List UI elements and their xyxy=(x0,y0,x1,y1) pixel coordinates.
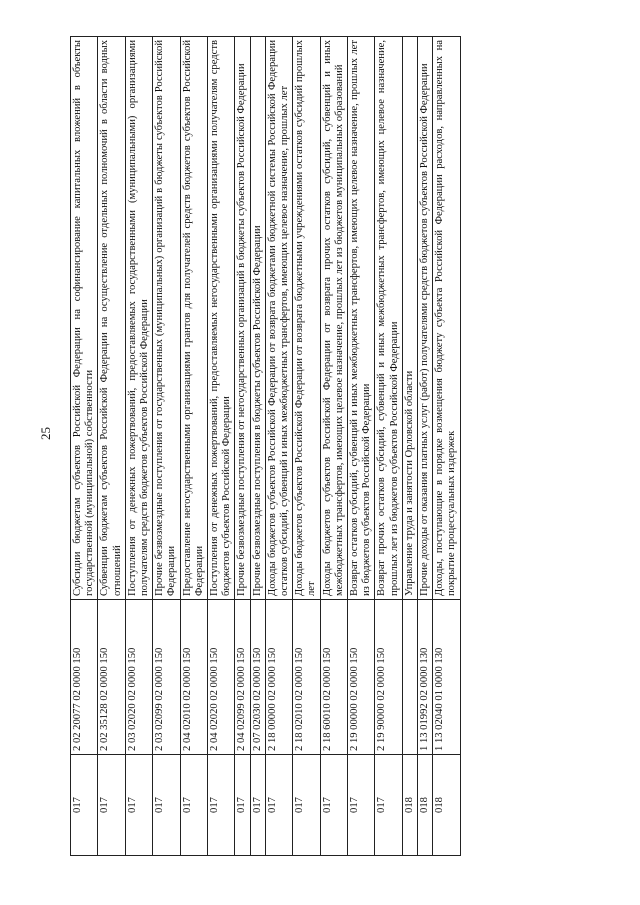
revenue-name-cell: Поступления от денежных пожертвований, предоставляемых государственными (муниципальными) организациями получателям средств бюджетов субъектов Российской Федерации xyxy=(125,37,152,600)
table-row xyxy=(418,37,433,856)
admin-code-cell: 017 xyxy=(320,755,347,856)
table-row xyxy=(375,37,402,856)
revenue-name-cell: Прочие безвозмездные поступления от негосударственных организаций в бюджеты субъектов Российской Федерации xyxy=(235,37,250,600)
revenue-name-cell: Доходы бюджетов субъектов Российской Федерации от возврата прочих остатков субсидий, субвенций и иных межбюджетных трансфертов, имеющих целевое назначение, прошлых лет из бюджетов муниципальных образований xyxy=(320,37,347,600)
revenue-code-cell: 2 04 02020 02 0000 150 xyxy=(208,600,235,755)
revenue-code-cell: 2 03 02099 02 0000 150 xyxy=(153,600,180,755)
revenue-name-cell: Прочие безвозмездные поступления в бюджеты субъектов Российской Федерации xyxy=(250,37,265,600)
revenue-code-cell: 2 04 02010 02 0000 150 xyxy=(180,600,207,755)
admin-code-cell: 018 xyxy=(433,755,460,856)
table-row xyxy=(250,37,265,856)
table-row xyxy=(348,37,375,856)
admin-code-cell: 017 xyxy=(250,755,265,856)
admin-code-cell: 017 xyxy=(180,755,207,856)
revenue-code-cell: 1 13 02040 01 0000 130 xyxy=(433,600,460,755)
revenue-code-cell: 2 18 02010 02 0000 150 xyxy=(293,600,320,755)
revenue-code-cell: 1 13 01992 02 0000 130 xyxy=(418,600,433,755)
revenue-code-cell: 2 02 20077 02 0000 150 xyxy=(71,600,98,755)
table-row xyxy=(402,37,417,856)
revenue-name-cell: Управление труда и занятости Орловской области xyxy=(402,37,417,600)
table-row xyxy=(71,37,98,856)
revenue-name-cell: Прочие безвозмездные поступления от государственных (муниципальных) организаций в бюджеты субъектов Российской Федерации xyxy=(153,37,180,600)
table-row xyxy=(125,37,152,856)
revenue-name-cell: Субсидии бюджетам субъектов Российской Федерации на софинансирование капитальных вложений в объекты государственной (муниципальной) собственности xyxy=(71,37,98,600)
revenue-name-cell: Предоставление негосударственными организациями грантов для получателей средств бюджетов субъектов Российской Федерации xyxy=(180,37,207,600)
admin-code-cell: 017 xyxy=(98,755,125,856)
revenue-code-cell: 2 18 00000 02 0000 150 xyxy=(265,600,292,755)
revenue-code-cell: 2 03 02020 02 0000 150 xyxy=(125,600,152,755)
revenue-name-cell: Прочие доходы от оказания платных услуг (работ) получателями средств бюджетов субъектов Российской Федерации xyxy=(418,37,433,600)
revenue-name-cell: Доходы бюджетов субъектов Российской Федерации от возврата бюджетными учреждениями остатков субсидий прошлых лет xyxy=(293,37,320,600)
table-row xyxy=(235,37,250,856)
table-row xyxy=(265,37,292,856)
revenue-code-cell: 2 02 35128 02 0000 150 xyxy=(98,600,125,755)
revenue-name-cell: Возврат прочих остатков субсидий, субвенций и иных межбюджетных трансфертов, имеющих целевое назначение, прошлых лет из бюджетов субъектов Российской Федерации xyxy=(375,37,402,600)
table-row xyxy=(433,37,460,856)
table-row xyxy=(293,37,320,856)
admin-code-cell: 017 xyxy=(125,755,152,856)
revenue-code-cell xyxy=(402,600,417,755)
revenue-code-cell: 2 07 02030 02 0000 150 xyxy=(250,600,265,755)
table-row xyxy=(180,37,207,856)
admin-code-cell: 017 xyxy=(348,755,375,856)
admin-code-cell: 018 xyxy=(418,755,433,856)
revenue-code-cell: 2 04 02099 02 0000 150 xyxy=(235,600,250,755)
admin-code-cell: 017 xyxy=(265,755,292,856)
revenue-name-cell: Субвенции бюджетам субъектов Российской Федерации на осуществление отдельных полномочий в области водных отношений xyxy=(98,37,125,600)
table-row xyxy=(153,37,180,856)
revenue-name-cell: Доходы, поступающие в порядке возмещения бюджету субъекта Российской Федерации расходов, направленных на покрытие процессуальных издержек xyxy=(433,37,460,600)
admin-code-cell: 017 xyxy=(375,755,402,856)
revenue-code-cell: 2 19 90000 02 0000 150 xyxy=(375,600,402,755)
page-number: 25 xyxy=(38,427,53,440)
admin-code-cell: 018 xyxy=(402,755,417,856)
admin-code-cell: 017 xyxy=(208,755,235,856)
admin-code-cell: 017 xyxy=(293,755,320,856)
admin-code-cell: 017 xyxy=(71,755,98,856)
admin-code-cell: 017 xyxy=(235,755,250,856)
revenue-name-cell: Доходы бюджетов субъектов Российской Федерации от возврата бюджетами бюджетной системы Российской Федерации остатков субсидий, субвенций и иных межбюджетных трансфертов, имеющих целевое назначение, прошлых лет xyxy=(265,37,292,600)
revenue-name-cell: Возврат остатков субсидий, субвенций и иных межбюджетных трансфертов, имеющих целевое назначение, прошлых лет из бюджетов субъектов Российской Федерации xyxy=(348,37,375,600)
table-row xyxy=(208,37,235,856)
revenue-code-cell: 2 18 60010 02 0000 150 xyxy=(320,600,347,755)
table-row xyxy=(98,37,125,856)
admin-code-cell: 017 xyxy=(153,755,180,856)
revenue-codes-table xyxy=(70,36,461,856)
table-row xyxy=(320,37,347,856)
revenue-code-cell: 2 19 00000 02 0000 150 xyxy=(348,600,375,755)
document-table-container xyxy=(70,36,570,856)
revenue-name-cell: Поступления от денежных пожертвований, предоставляемых негосударственными организациями получателям средств бюджетов субъектов Российской Федерации xyxy=(208,37,235,600)
